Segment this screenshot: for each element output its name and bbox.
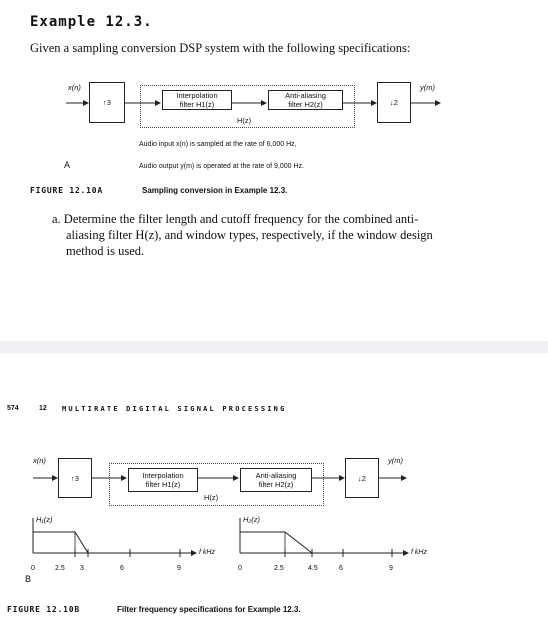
top-input-label: x(n) <box>68 83 81 92</box>
h1-plot-label: H₁(z) <box>36 515 53 524</box>
spec-line-1: Audio input x(n) is sampled at the rate of 6,000 Hz, <box>139 141 297 148</box>
bottom-hz-label: H(z) <box>204 493 219 502</box>
spec-line-2: Audio output y(m) is operated at the rate of 9,000 Hz. <box>139 163 304 170</box>
top-output-label: y(m) <box>420 83 435 92</box>
question-line-1: a. Determine the filter length and cutoff frequency for the combined anti- <box>52 212 419 226</box>
bottom-interp-line1: Interpolation <box>142 471 184 480</box>
h2-tick-2: 4.5 <box>308 565 318 572</box>
h1-tick-3: 6 <box>120 565 124 572</box>
panel-letter-b: B <box>25 574 32 584</box>
top-interp-line1: Interpolation <box>176 91 218 100</box>
h1-axis-unit: f kHz <box>199 549 215 556</box>
top-interp-line2: filter H1(z) <box>179 100 215 109</box>
h2-plot-label: H₂(z) <box>243 515 261 524</box>
top-anti-line2: filter H2(z) <box>288 100 323 109</box>
panel-letter-a: A <box>64 160 71 170</box>
figure-label-a: FIGURE 12.10A <box>30 186 104 195</box>
top-downsample-text: ↓2 <box>390 98 398 107</box>
h2-tick-3: 6 <box>339 565 343 572</box>
chapter-title: MULTIRATE DIGITAL SIGNAL PROCESSING <box>62 405 287 413</box>
bottom-anti-line1: Anti-aliasing <box>255 471 297 480</box>
bottom-interp-block <box>128 468 198 492</box>
h2-tick-1: 2.5 <box>274 565 284 572</box>
bottom-anti-line2: filter H2(z) <box>258 480 294 489</box>
intro-text: Given a sampling conversion DSP system with the following specifications: <box>30 41 411 55</box>
h1-tick-0: 0 <box>31 565 35 572</box>
top-hz-label: H(z) <box>237 116 252 125</box>
figure-caption-a: Sampling conversion in Example 12.3. <box>142 186 288 195</box>
h2-tick-4: 9 <box>389 565 393 572</box>
question-line-2: aliasing filter H(z), and window types, respectively, if the window design <box>66 228 433 242</box>
bottom-input-label: x(n) <box>33 456 46 465</box>
bottom-output-label: y(m) <box>388 456 403 465</box>
question-line-3: method is used. <box>66 244 145 258</box>
bottom-upsample-text: ↑3 <box>71 473 79 483</box>
bottom-downsample-text: ↓2 <box>358 473 366 483</box>
chapter-number: 12 <box>39 405 47 412</box>
bottom-anti-block <box>240 468 312 492</box>
h2-tick-0: 0 <box>238 565 242 572</box>
figure-caption-b: Filter frequency specifications for Example 12.3. <box>117 605 301 614</box>
h1-tick-2: 3 <box>80 565 84 572</box>
bottom-upsample-block <box>58 458 92 498</box>
h1-tick-1: 2.5 <box>55 565 65 572</box>
page-number: 574 <box>7 405 19 412</box>
top-anti-line1: Anti-aliasing <box>285 91 326 100</box>
top-upsample-text: ↑3 <box>103 98 111 107</box>
bottom-downsample-block <box>345 458 379 498</box>
bottom-interp-line2: filter H1(z) <box>145 480 181 489</box>
h2-axis-unit: f kHz <box>411 549 427 556</box>
figure-label-b: FIGURE 12.10B <box>7 605 81 614</box>
h1-tick-4: 9 <box>177 565 181 572</box>
example-title: Example 12.3. <box>30 14 153 30</box>
